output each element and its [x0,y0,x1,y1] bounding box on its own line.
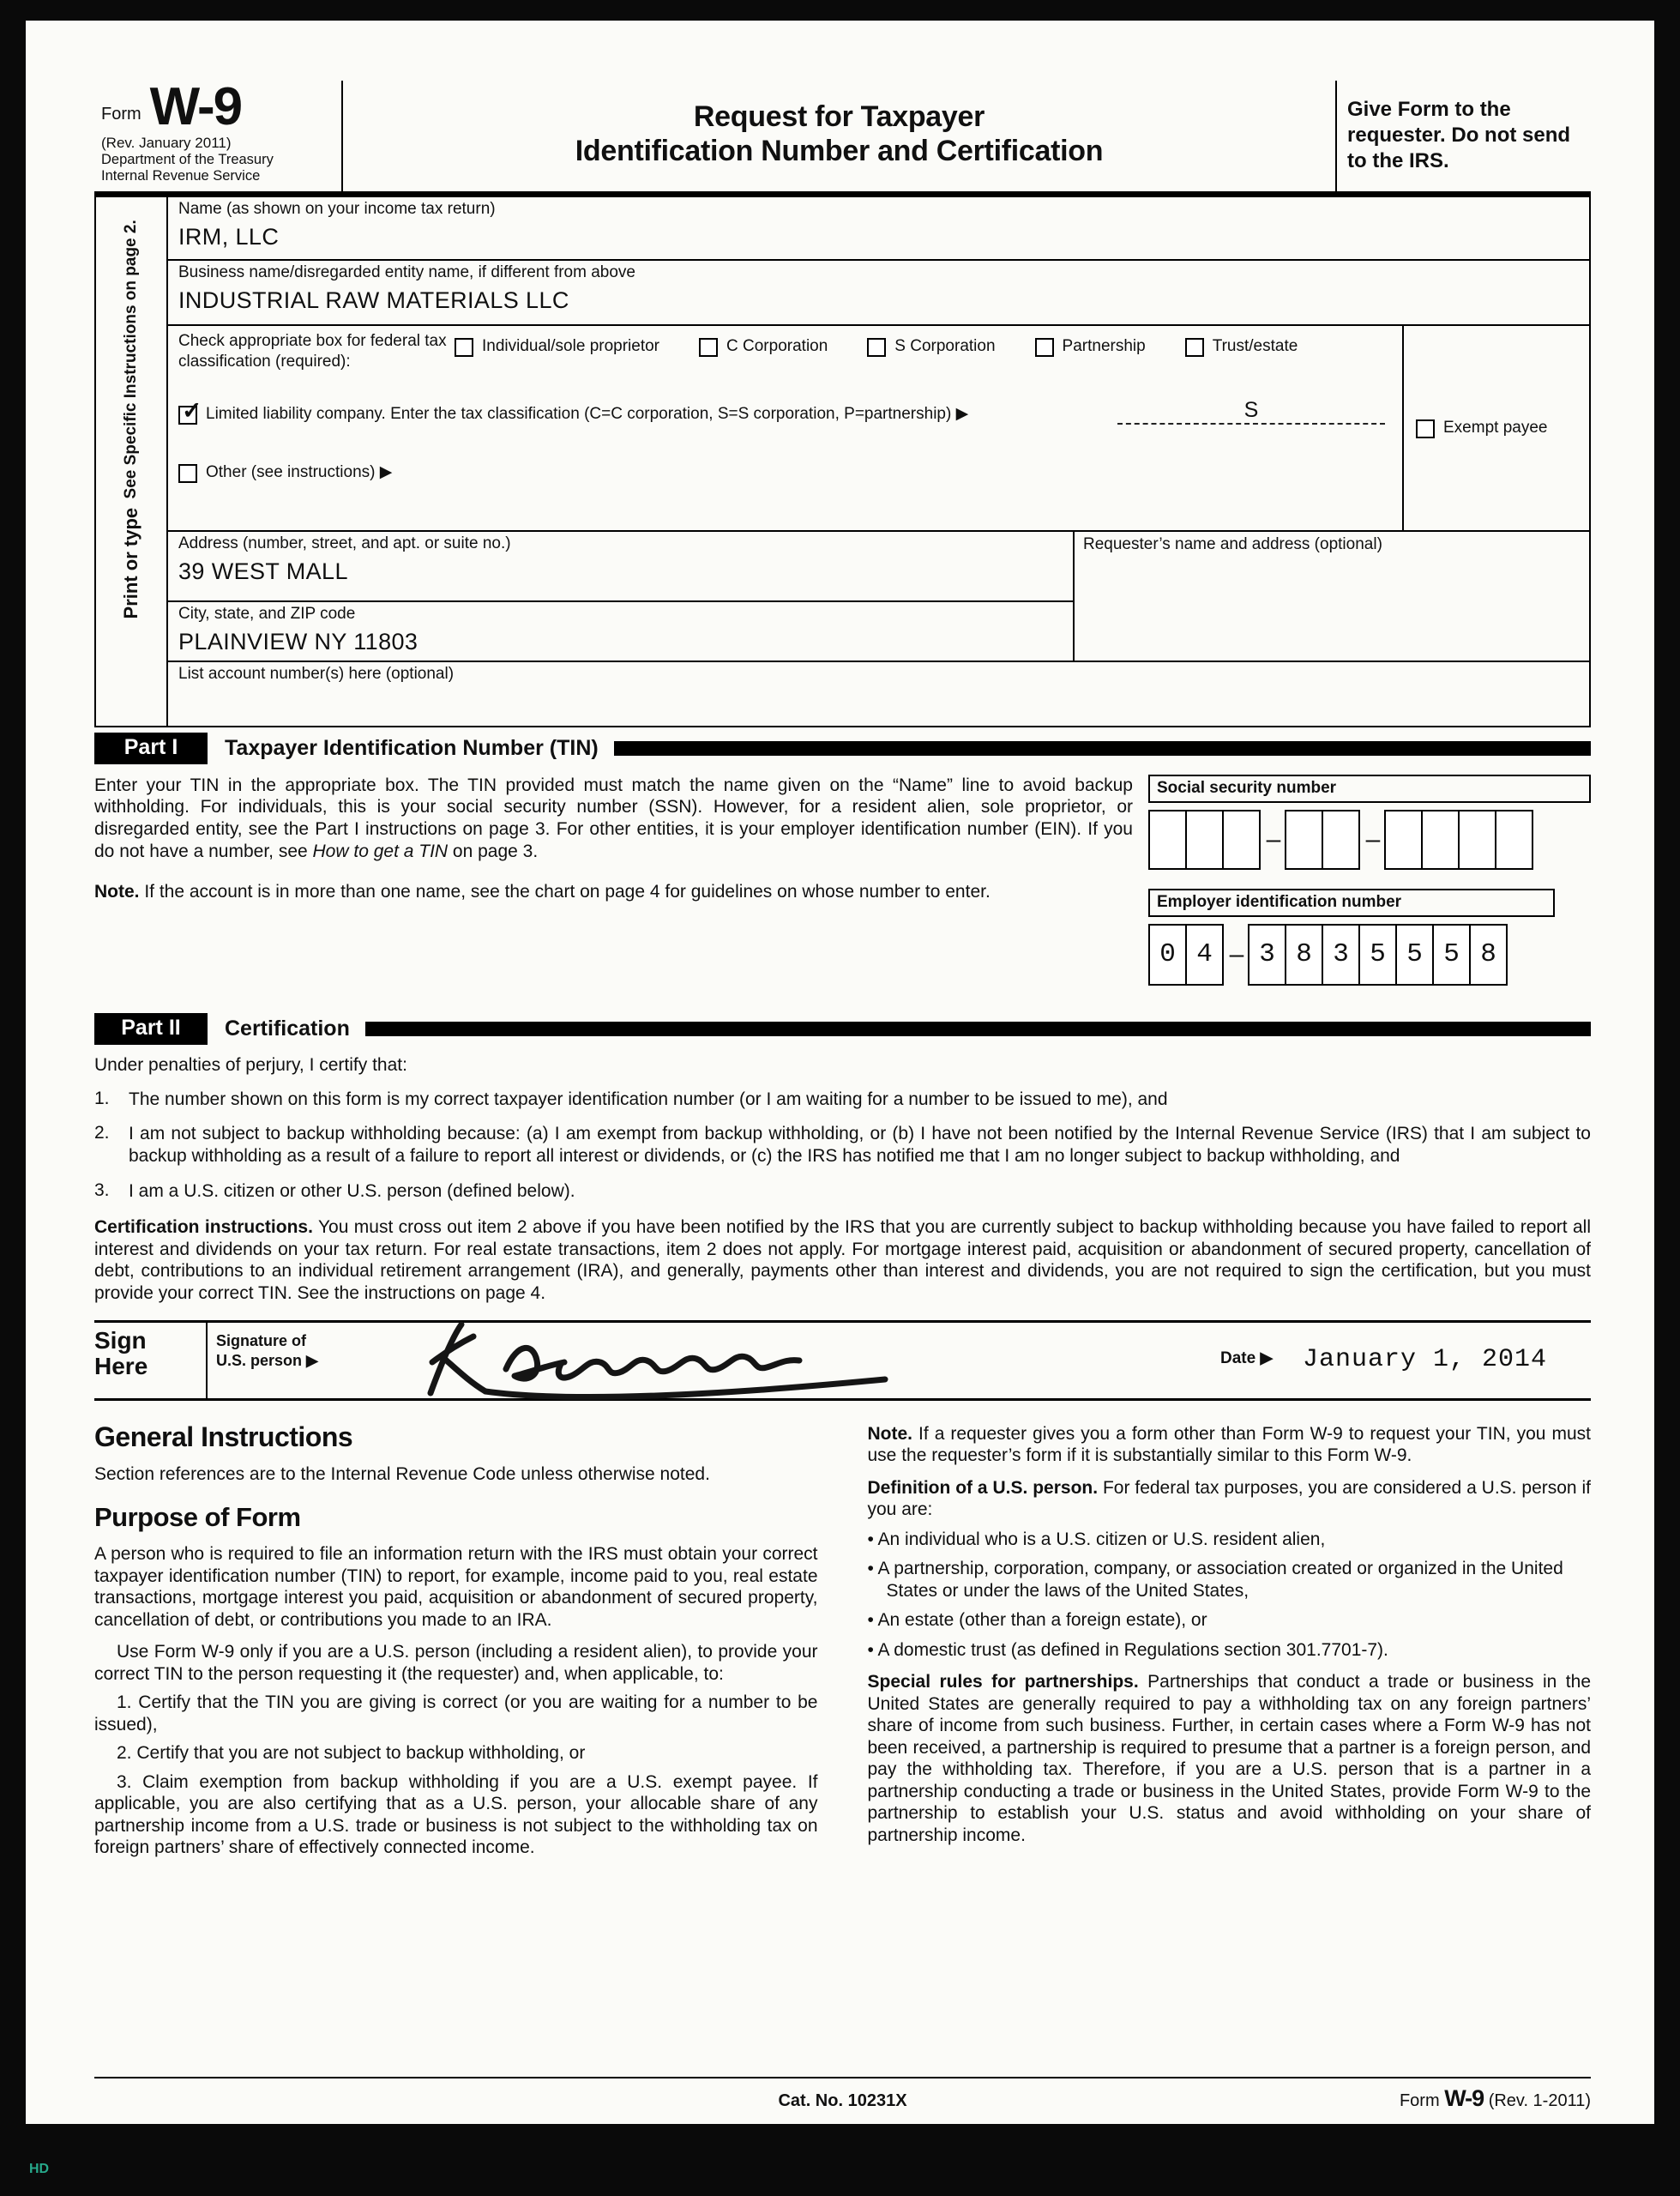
form-revision: (Rev. January 2011) [101,134,232,151]
side-rotated-text [96,197,166,641]
checkbox-icon-s-corporation[interactable] [867,338,886,357]
part1-note-lead: Note. [94,882,140,902]
checkbox-label-individual: Individual/sole proprietor [482,336,660,355]
checkbox-item-partnership[interactable] [1035,336,1146,372]
ein-digit-box[interactable]: 8 [1285,924,1323,986]
irs-label: Internal Revenue Service [101,167,261,184]
definition-text: For federal tax purposes, you are considered a U.S. person if you are: [867,1477,1591,1520]
part1-paragraph-end: on page 3. [448,841,539,861]
tin-boxes-column [1148,775,1591,1008]
llc-option-row [178,396,1392,425]
give-form-note-box [1335,81,1591,191]
ein-digit-box[interactable]: 5 [1432,924,1471,986]
ein-label-box: Employer identification number [1148,889,1555,917]
certification-intro: Under penalties of perjury, I certify that: [94,1054,407,1075]
ssn-digit-box[interactable] [1458,810,1496,870]
signature-of-line2: U.S. person ▶ [216,1352,318,1370]
address-field-row [168,532,1073,602]
part2-header-bar [94,1011,1591,1048]
form-number-line [101,77,333,136]
ssn-digit-box[interactable] [1384,810,1423,870]
requester-note-text: If a requester gives you a form other than Form W-9 to request your TIN, you must use the requester’s form if it is substantially similar to this Form W-9. [867,1423,1591,1466]
requester-field-label: Requester’s name and address (optional) [1083,534,1382,553]
part1-note [94,881,1133,903]
signature-of-label [206,1323,336,1398]
signature-input-area[interactable] [336,1323,1220,1398]
ein-digit-box[interactable]: 3 [1322,924,1360,986]
ein-digit-box[interactable]: 3 [1248,924,1286,986]
checkbox-item-c-corporation[interactable] [699,336,828,372]
form-title-line1: Request for Taxpayer [693,100,985,133]
certification-instructions-lead: Certification instructions. [94,1217,313,1238]
checkbox-icon-llc-checked[interactable] [178,396,202,425]
certification-instructions [94,1216,1591,1304]
definition-lead: Definition of a U.S. person. [867,1477,1099,1498]
ssn-digit-box[interactable] [1322,810,1360,870]
general-instructions-title: General Instructions [94,1421,353,1452]
ssn-digit-box[interactable] [1285,810,1323,870]
account-numbers-label: List account number(s) here (optional) [178,664,455,683]
ein-digit-box[interactable]: 0 [1148,924,1187,986]
account-numbers-input[interactable] [178,684,1581,689]
checkbox-item-individual[interactable] [455,336,659,372]
part1-tag: Part I [94,733,208,764]
part2-title: Certification [225,1017,350,1041]
part2-body [94,1055,1591,1305]
classification-label [178,331,455,372]
part2-bar-fill [365,1022,1591,1036]
part1-paragraph-italic: How to get a TIN [312,841,449,861]
section-references-paragraph: Section references are to the Internal Revenue Code unless otherwise noted. [94,1463,710,1484]
catalog-number: Cat. No. 10231X [778,2091,907,2110]
checkbox-icon-individual[interactable] [455,338,473,357]
us-person-bullet-1: • An individual who is a U.S. citizen or U.S. resident alien, [868,1529,1592,1551]
checkmark-icon: ✓ [182,396,202,424]
ssn-label-box: Social security number [1148,775,1591,803]
part1-header-bar [94,730,1591,768]
checkbox-label-partnership: Partnership [1062,336,1146,355]
business-name-field-input[interactable]: INDUSTRIAL RAW MATERIALS LLC [178,287,569,313]
checkbox-item-s-corporation[interactable] [867,336,995,372]
ein-digit-box[interactable]: 5 [1358,924,1397,986]
side-instructions-column [96,197,168,726]
certification-item-1 [94,1089,1591,1111]
fields-column [168,197,1589,726]
date-label: Date ▶ [1220,1348,1274,1367]
part1-bar-fill [614,741,1591,756]
certification-item-number: 1. [94,1088,110,1108]
sign-here-label [94,1323,206,1398]
give-form-note-text: Give Form to the requester. Do not send to the IRS. [1347,98,1571,173]
name-field-input[interactable]: IRM, LLC [178,223,280,250]
name-field-row [168,197,1589,261]
city-field-label: City, state, and ZIP code [178,604,356,623]
checkbox-icon-exempt-payee[interactable] [1416,419,1435,438]
city-field-input[interactable]: PLAINVIEW NY 11803 [178,628,418,655]
purpose-paragraph-1: A person who is required to file an information return with the IRS must obtain your correct taxpayer identification number (TIN) to report, for example, income paid to you, real estate transactions, mortgage interest you paid, acquisition or abandonment of secured property, cancellation of debt, or contributions you made to an IRA. [94,1544,818,1630]
business-name-field-label: Business name/disregarded entity name, if different from above [178,262,635,281]
llc-tax-class-value: S [1243,398,1259,423]
certification-item-3 [94,1180,1591,1203]
print-or-type-label: Print or type [120,507,142,618]
checkbox-label-s-corporation: S Corporation [894,336,996,355]
us-person-bullet-4: • A domestic trust (as defined in Regulations section 301.7701-7). [868,1639,1592,1662]
ssn-digit-box[interactable] [1421,810,1460,870]
purpose-paragraph-2: Use Form W-9 only if you are a U.S. person (including a resident alien), to provide your correct TIN to the person requesting it (the requester) and, when applicable, to: [94,1642,818,1684]
checkbox-icon-partnership[interactable] [1035,338,1054,357]
sign-word: Sign [94,1326,147,1354]
name-field-label: Name (as shown on your income tax return) [178,199,496,218]
classification-label-line1: Check appropriate box for federal tax [178,331,447,350]
footer-form-word: Form [1399,2091,1440,2110]
part1-body [94,775,1591,1008]
requester-field-input[interactable] [1083,554,1582,559]
ein-digit-box[interactable]: 8 [1469,924,1508,986]
classification-top-row [178,331,1392,372]
see-specific-instructions-label: See Specific Instructions on page 2. [122,220,140,499]
address-section [168,532,1589,662]
footer-form-number: W-9 [1444,2085,1484,2111]
checkbox-item-trust-estate[interactable] [1185,336,1298,372]
requester-cell [1075,532,1589,661]
requester-note-paragraph [868,1423,1592,1467]
special-rules-lead: Special rules for partnerships. [867,1672,1139,1692]
general-instructions-section [94,1420,1591,1859]
address-field-input[interactable]: 39 WEST MALL [178,558,348,584]
instructions-left-column [94,1420,818,1859]
form-id-block [94,77,343,191]
purpose-of-form-title: Purpose of Form [94,1502,301,1533]
part1-note-text: If the account is in more than one name, see the chart on page 4 for guidelines on whose number to enter. [139,882,991,902]
ssn-digit-box[interactable] [1185,810,1224,870]
page-footer [94,2077,1591,2112]
ssn-dash: – [1266,824,1281,854]
checkbox-icon-other[interactable] [178,464,197,483]
part1-paragraph-text: Enter your TIN in the appropriate box. The TIN provided must match the name given on the “Name” line to avoid backup withholding. For individuals, this is your social security number (SSN). However, for a resident alien, sole proprietor, or disregarded entity, see the Part I instructions on page 3. For other entities, it is your employer identification number (EIN). If you do not have a number, see [94,775,1133,861]
tax-classification-main [168,326,1404,530]
requester-note-lead: Note. [867,1423,912,1444]
checkbox-icon-trust-estate[interactable] [1185,338,1204,357]
us-person-bullet-3: • An estate (other than a foreign estate), or [868,1609,1592,1632]
checkbox-label-other: Other (see instructions) ▶ [206,462,393,481]
ssn-digit-box[interactable] [1222,810,1261,870]
form-title-block [343,81,1335,191]
ein-input-row [1148,924,1591,986]
business-name-field-row [168,261,1589,326]
city-field-row [168,602,1073,661]
classification-label-line2: classification (required): [178,352,351,371]
certification-item-text: I am not subject to backup withholding because: (a) I am exempt from backup withholding, or (b) I have not been notified by the Internal Revenue Service (IRS) that I am subject to backup withholding as a result of a failure to report all interest or dividends, or (c) the IRS has notified me that I am no longer subject to backup withholding, and [129,1124,1591,1167]
exempt-payee-cell [1404,326,1589,530]
purpose-item-2: 2. Certify that you are not subject to backup withholding, or [117,1743,586,1764]
special-rules-paragraph [868,1671,1592,1846]
part1-title: Taxpayer Identification Number (TIN) [225,736,599,761]
part1-paragraph [94,775,1133,862]
us-person-bullet-2: • A partnership, corporation, company, or association created or organized in the United States or under the laws of the United States, [868,1558,1592,1602]
here-word: Here [94,1352,148,1379]
ein-digit-box[interactable]: 4 [1185,924,1224,986]
exempt-payee-label: Exempt payee [1443,418,1548,437]
certification-item-number: 3. [94,1179,110,1200]
llc-tax-class-input[interactable] [1117,399,1385,425]
certification-item-text: The number shown on this form is my correct taxpayer identification number (or I am waiting for a number to be issued to me), and [129,1089,1168,1109]
checkbox-label-c-corporation: C Corporation [726,336,828,355]
address-column [168,532,1075,661]
other-option-row [178,462,1392,483]
certification-item-2 [94,1123,1591,1167]
ssn-digit-box[interactable] [1495,810,1533,870]
purpose-item-3: 3. Claim exemption from backup withholding if you are a U.S. exempt payee. If applicable, you are also certifying that as a U.S. person, your allocable share of any partnership income from a U.S. trade or business is not subject to the withholding tax on foreign partners’ share of effectively connected income. [94,1771,818,1858]
part1-instructions [94,775,1133,1008]
date-input[interactable]: January 1, 2014 [1303,1344,1548,1374]
special-rules-text: Partnerships that conduct a trade or business in the United States are generally required to pay a withholding tax on any foreign partners’ share of income from such business. Further, in certain cases where a Form W-9 has not been received, a partnership is required to presume that a partner is a foreign person, and pay the withholding tax. Therefore, if you are a U.S. person that is a partner in a partnership conducting a trade or business in the United States, provide Form W-9 to the partnership to establish your U.S. status and avoid withholding on your share of partnership income. [867,1672,1591,1845]
handwritten-signature [405,1314,936,1409]
purpose-item-1: 1. Certify that the TIN you are giving is correct (or you are waiting for a number to be issued), [94,1692,818,1734]
certification-item-text: I am a U.S. citizen or other U.S. person (defined below). [129,1180,575,1201]
checkbox-icon-c-corporation[interactable] [699,338,718,357]
certification-item-number: 2. [94,1123,110,1143]
footer-form-id [1092,2085,1591,2112]
form-header [94,77,1591,197]
account-numbers-row [168,662,1589,726]
signature-section [94,1320,1591,1401]
identification-section [94,197,1591,727]
definition-paragraph [868,1477,1592,1521]
ssn-dash: – [1365,824,1381,854]
classification-options-row [455,336,1392,372]
ein-dash: – [1229,939,1244,968]
checkbox-label-llc: Limited liability company. Enter the tax classification (C=C corporation, S=S corporation, P=partnership) ▶ [206,404,969,423]
signature-of-line1: Signature of [216,1331,307,1349]
tax-classification-section [168,326,1589,532]
ein-digit-box[interactable]: 5 [1395,924,1434,986]
checkbox-label-trust-estate: Trust/estate [1212,336,1298,355]
certification-instructions-text: You must cross out item 2 above if you have been notified by the IRS that you are currently subject to backup withholding because you have failed to report all interest and dividends on your tax return. For real estate transactions, item 2 does not apply. For mortgage interest paid, acquisition or abandonment of secured property, cancellation of debt, contributions to an individual retirement arrangement (IRA), and generally, payments other than interest and dividends, you are not required to sign the certification, but you must provide your correct TIN. See the instructions on page 4. [94,1217,1591,1304]
address-field-label: Address (number, street, and apt. or suite no.) [178,534,511,552]
ssn-input-row [1148,810,1591,870]
w9-form-page [26,21,1654,2124]
hd-watermark: HD [29,2162,50,2176]
checkbox-item-other[interactable] [178,462,1392,483]
ssn-digit-box[interactable] [1148,810,1187,870]
instructions-right-column [868,1420,1592,1859]
form-title-line2: Identification Number and Certification [575,135,1104,168]
footer-revision: (Rev. 1-2011) [1488,2091,1592,2110]
part2-tag: Part II [94,1013,208,1045]
form-number-title: W-9 [149,77,242,136]
checkbox-item-llc[interactable] [178,396,969,425]
form-word-label: Form [101,104,142,124]
treasury-department-label: Department of the Treasury [101,151,274,167]
